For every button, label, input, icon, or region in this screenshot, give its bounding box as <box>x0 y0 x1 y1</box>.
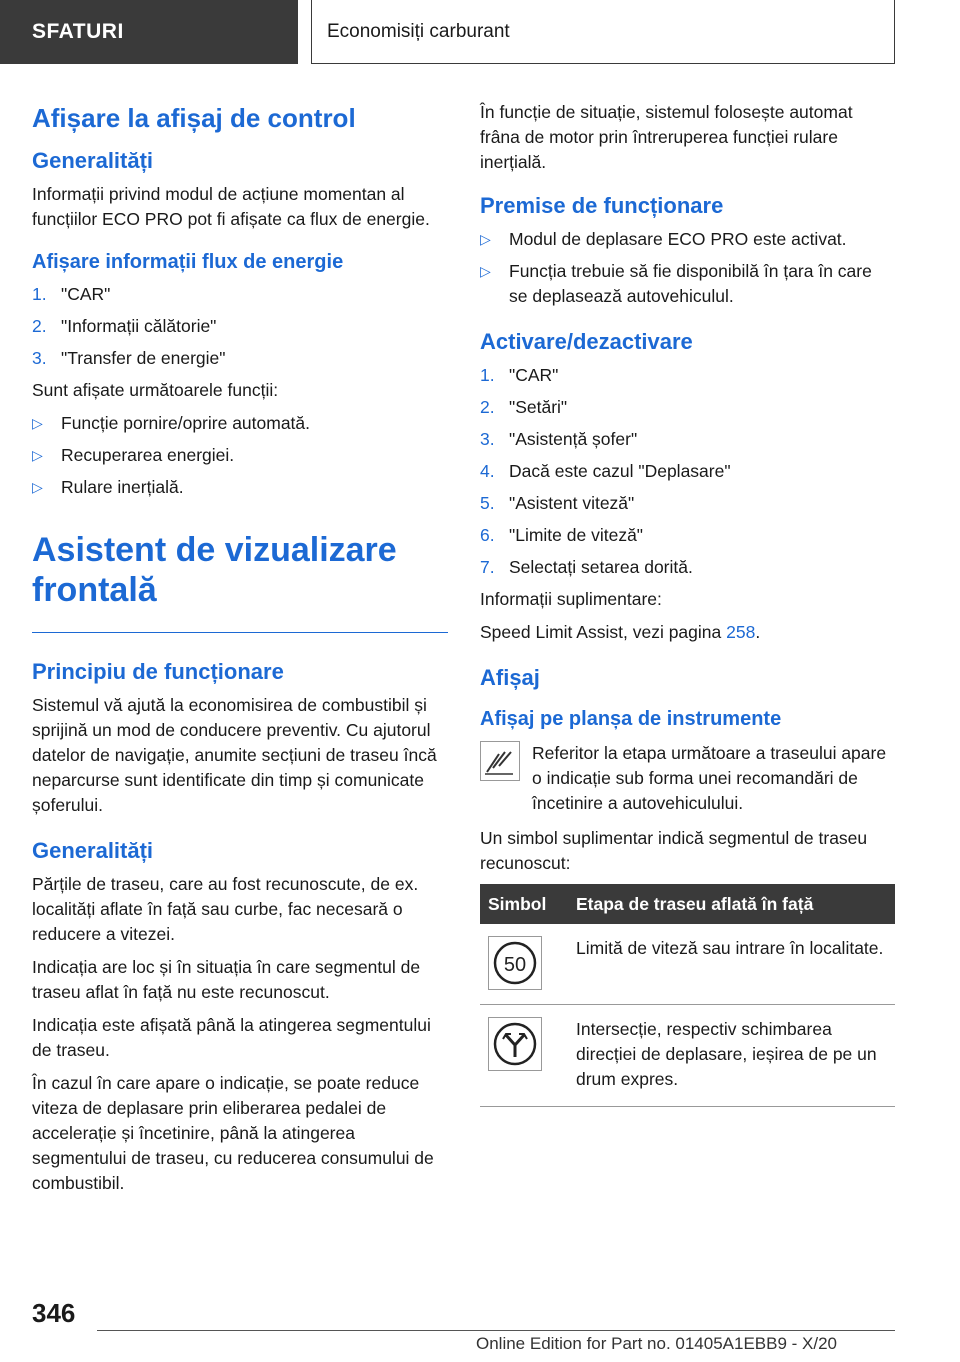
list-item: 3. "Transfer de energie" <box>32 348 226 368</box>
list-item: 1. "CAR" <box>480 365 559 385</box>
heading-premise: Premise de funcționare <box>480 193 724 218</box>
right-column <box>480 100 895 1107</box>
table-row <box>480 1005 895 1107</box>
list-item: ▷ Funcție pornire/oprire automată. <box>32 411 448 436</box>
section-title: Asistent de vizualizare frontală <box>32 531 397 609</box>
list-item: 2. "Informații călătorie" <box>32 316 217 336</box>
list-item: ▷ Recuperarea energiei. <box>32 443 448 468</box>
symbol-table <box>480 884 895 1107</box>
section-divider <box>32 632 448 633</box>
heading-cluster: Afișaj pe planșa de instrumente <box>480 708 782 730</box>
hint-block: Referitor la etapa următoare a traseului apare o indicație sub forma unei recomandări de încetinire a autovehiculului. <box>480 741 895 816</box>
flux-steps <box>32 282 448 371</box>
paragraph: Indicația este afișată până la atingerea segmentului de traseu. <box>32 1015 431 1060</box>
paragraph: Un simbol suplimentar indică segmentul de traseu recunoscut: <box>480 828 868 873</box>
triangle-bullet-icon: ▷ <box>480 231 491 247</box>
page-link[interactable]: 258 <box>726 622 756 642</box>
heading-flux: Afișare informații flux de energie <box>32 251 344 273</box>
paragraph: În cazul în care apare o indicație, se poate reduce viteza de deplasare prin eliberarea pedalei de accelerație și încetinire, până la atingerea segmentului de traseu, cu reducerea consumului de combustibil. <box>32 1073 434 1193</box>
footer-divider <box>97 1330 895 1331</box>
paragraph: Părțile de traseu, care au fost recunoscute, de ex. localități aflate în față sau curbe, fac necesară o reducere a vitezei. <box>32 874 419 944</box>
list-item: 4. Dacă este cazul "Deplasare" <box>480 461 731 481</box>
section-tab: SFATURI <box>0 0 298 64</box>
paragraph: Indicația are loc și în situația în care segmentul de traseu aflat în față nu este recunoscut. <box>32 957 421 1002</box>
table-cell: Intersecție, respectiv schimbarea direcției de deplasare, ieșirea de pe un drum expres. <box>568 1005 895 1107</box>
speed-limit-50-icon <box>488 936 542 990</box>
triangle-bullet-icon: ▷ <box>32 447 43 463</box>
table-header-symbol: Simbol <box>480 884 568 924</box>
paragraph: Sistemul vă ajută la economisirea de combustibil și sprijină un mod de conducere preventiv. Cu ajutorul datelor de navigație, anumite secțiuni de traseu încă neparcurse sunt identificate din timp și comunicate șoferului. <box>32 695 437 815</box>
list-item: 3. "Asistență șofer" <box>480 429 638 449</box>
edition-text: Online Edition for Part no. 01405A1EBB9 - X/20 <box>476 1334 838 1353</box>
heading-display: Afișaj <box>480 665 540 690</box>
table-cell: Limită de viteză sau intrare în localitate. <box>568 924 895 1005</box>
svg-text:50: 50 <box>503 954 527 976</box>
list-item: 2. "Setări" <box>480 397 568 417</box>
junction-icon <box>488 1017 542 1071</box>
list-item: 5. "Asistent viteză" <box>480 493 635 513</box>
table-header-stage: Etapa de traseu aflată în față <box>568 884 895 924</box>
list-item: ▷ Funcția trebuie să fie disponibilă în țara în care se deplasează autovehiculul. <box>480 259 895 309</box>
triangle-bullet-icon: ▷ <box>32 415 43 431</box>
list-item: 1. "CAR" <box>32 284 111 304</box>
list-item: 6. "Limite de viteză" <box>480 525 644 545</box>
heading-general: Generalități <box>32 148 154 173</box>
left-column <box>32 100 448 1204</box>
paragraph: Informații privind modul de acțiune momentan al funcțiilor ECO PRO pot fi afișate ca flux de energie. <box>32 184 430 229</box>
triangle-bullet-icon: ▷ <box>32 479 43 495</box>
list-item: ▷ Modul de deplasare ECO PRO este activat. <box>480 227 895 252</box>
heading-display: Afișare la afișaj de control <box>32 103 356 133</box>
heading-activate: Activare/dezactivare <box>480 329 693 354</box>
shown-items <box>32 411 448 500</box>
paragraph: Informații suplimentare: <box>480 589 662 609</box>
activate-steps <box>480 363 895 580</box>
heading-general: Generalități <box>32 838 154 863</box>
list-item: 7. Selectați setarea dorită. <box>480 557 693 577</box>
paragraph: În funcție de situație, sistemul folosește automat frâna de motor prin întreruperea funcției rulare inerțială. <box>480 102 853 172</box>
heading-principle: Principiu de funcționare <box>32 659 284 684</box>
table-row <box>480 924 895 1005</box>
list-item: ▷ Rulare inerțială. <box>32 475 448 500</box>
premise-items <box>480 227 895 309</box>
chapter-tab: Economisiți carburant <box>311 0 895 64</box>
page-number: 346 <box>32 1298 76 1328</box>
route-hint-icon <box>480 741 520 781</box>
triangle-bullet-icon: ▷ <box>480 263 491 279</box>
paragraph: Speed Limit Assist, vezi pagina 258. <box>480 622 761 642</box>
paragraph: Sunt afișate următoarele funcții: <box>32 380 279 400</box>
